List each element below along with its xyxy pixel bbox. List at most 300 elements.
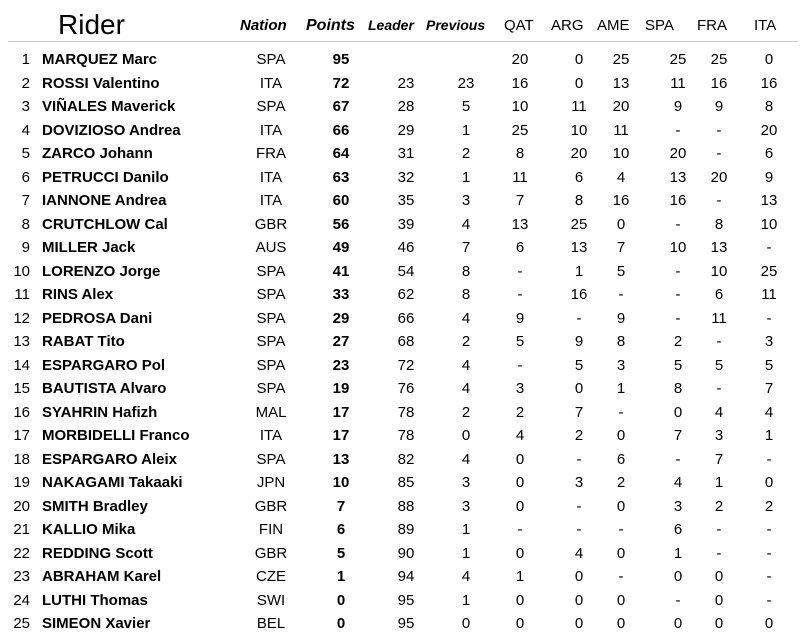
race-result-ame: 0 bbox=[616, 544, 626, 562]
race-result-qat: 5 bbox=[515, 333, 525, 350]
leader-gap-cell: 46 bbox=[397, 239, 415, 256]
race-result-ame: 1 bbox=[616, 380, 626, 397]
rider-name: LORENZO Jorge bbox=[42, 262, 161, 280]
points-cell: 19 bbox=[332, 380, 350, 397]
leader-gap-cell: 88 bbox=[397, 497, 415, 515]
table-row bbox=[0, 166, 800, 190]
leader-gap-cell: 76 bbox=[397, 380, 415, 397]
rider-name: ZARCO Johann bbox=[42, 145, 153, 162]
points-cell: 23 bbox=[332, 356, 350, 374]
race-result-spa: 16 bbox=[669, 192, 687, 209]
race-result-qat: 10 bbox=[511, 98, 529, 115]
race-result-ame: 0 bbox=[616, 427, 626, 444]
previous-gap-cell: 7 bbox=[461, 239, 471, 256]
rank-cell: 8 bbox=[21, 215, 30, 233]
race-result-ame: 0 bbox=[616, 591, 626, 609]
previous-gap-cell: 4 bbox=[461, 309, 471, 327]
race-header-ita: ITA bbox=[754, 17, 777, 34]
race-result-ame: - bbox=[618, 568, 624, 585]
points-cell: 13 bbox=[332, 450, 350, 468]
race-result-arg: 5 bbox=[574, 356, 584, 374]
table-row bbox=[0, 95, 800, 119]
race-header-spa: SPA bbox=[645, 17, 674, 34]
race-result-ita: 2 bbox=[764, 497, 774, 515]
nation-cell: ITA bbox=[259, 121, 283, 139]
rider-name: MILLER Jack bbox=[42, 239, 136, 256]
race-result-ame: 6 bbox=[616, 450, 626, 468]
race-result-ita: 9 bbox=[764, 168, 774, 186]
nation-header: Nation bbox=[240, 17, 287, 34]
leader-gap-cell: 90 bbox=[397, 544, 415, 562]
race-result-ame: 3 bbox=[616, 356, 626, 374]
race-result-fra: 0 bbox=[714, 591, 724, 609]
race-result-spa: 2 bbox=[673, 333, 683, 350]
points-cell: 66 bbox=[332, 121, 350, 139]
leader-gap-cell: 62 bbox=[397, 286, 415, 303]
rank-cell: 10 bbox=[13, 262, 30, 280]
race-result-fra: - bbox=[716, 521, 722, 538]
race-result-qat: 11 bbox=[512, 168, 528, 186]
nation-cell: FRA bbox=[256, 145, 286, 162]
rider-name: ESPARGARO Aleix bbox=[42, 450, 178, 468]
table-row bbox=[0, 401, 800, 425]
race-result-spa: 0 bbox=[673, 403, 683, 421]
race-result-spa: - bbox=[675, 286, 681, 303]
points-cell: 0 bbox=[336, 591, 346, 609]
rank-cell: 21 bbox=[13, 521, 30, 538]
race-result-spa: 0 bbox=[673, 568, 683, 585]
rider-name: RINS Alex bbox=[42, 286, 114, 303]
header-divider bbox=[8, 41, 798, 42]
race-header-fra: FRA bbox=[697, 17, 727, 34]
table-row bbox=[0, 142, 800, 166]
table-row bbox=[0, 612, 800, 636]
rank-cell: 13 bbox=[13, 333, 30, 350]
race-result-fra: 10 bbox=[710, 262, 728, 280]
table-row bbox=[0, 307, 800, 331]
points-cell: 6 bbox=[336, 521, 346, 538]
leader-gap-cell: 72 bbox=[397, 356, 415, 374]
race-result-qat: 0 bbox=[515, 474, 525, 491]
race-result-fra: 20 bbox=[710, 168, 728, 186]
race-result-spa: - bbox=[675, 450, 681, 468]
race-result-spa: 6 bbox=[673, 521, 683, 538]
points-cell: 29 bbox=[332, 309, 350, 327]
race-result-fra: 16 bbox=[710, 74, 728, 92]
table-row bbox=[0, 495, 800, 519]
race-result-fra: 8 bbox=[714, 215, 724, 233]
race-result-fra: 7 bbox=[714, 450, 724, 468]
race-result-spa: 3 bbox=[673, 497, 683, 515]
nation-cell: JPN bbox=[256, 474, 286, 491]
race-result-fra: 0 bbox=[714, 615, 724, 632]
race-result-spa: 0 bbox=[673, 615, 683, 632]
previous-gap-cell: 23 bbox=[457, 74, 475, 92]
race-result-arg: 1 bbox=[574, 262, 584, 280]
race-result-spa: 10 bbox=[669, 239, 687, 256]
table-row bbox=[0, 354, 800, 378]
race-result-ita: 10 bbox=[760, 215, 778, 233]
rank-cell: 12 bbox=[13, 309, 30, 327]
points-cell: 95 bbox=[332, 51, 350, 68]
race-result-ita: - bbox=[766, 239, 772, 256]
rider-name: KALLIO Mika bbox=[42, 521, 136, 538]
leader-gap-cell: 35 bbox=[397, 192, 415, 209]
points-cell: 7 bbox=[336, 497, 346, 515]
race-result-qat: - bbox=[517, 262, 523, 280]
previous-gap-cell: 1 bbox=[461, 591, 471, 609]
race-result-fra: - bbox=[716, 380, 722, 397]
points-cell: 64 bbox=[332, 145, 350, 162]
leader-gap-cell: 54 bbox=[397, 262, 415, 280]
race-result-fra: - bbox=[716, 333, 722, 350]
race-header-ame: AME bbox=[597, 17, 630, 34]
rank-cell: 17 bbox=[13, 427, 30, 444]
rider-name: IANNONE Andrea bbox=[42, 192, 167, 209]
race-result-spa: 13 bbox=[669, 168, 687, 186]
previous-gap-cell: 2 bbox=[461, 403, 471, 421]
leader-gap-cell: 66 bbox=[397, 309, 415, 327]
table-row bbox=[0, 119, 800, 143]
rider-name: CRUTCHLOW Cal bbox=[42, 215, 168, 233]
race-result-arg: 0 bbox=[574, 380, 584, 397]
race-result-arg: 4 bbox=[574, 544, 584, 562]
race-result-qat: - bbox=[517, 286, 523, 303]
nation-cell: SPA bbox=[256, 356, 286, 374]
race-result-spa: 4 bbox=[673, 474, 683, 491]
rider-name: MORBIDELLI Franco bbox=[42, 427, 190, 444]
race-result-arg: 6 bbox=[574, 168, 584, 186]
nation-cell: SWI bbox=[256, 591, 286, 609]
nation-cell: SPA bbox=[256, 333, 286, 350]
race-result-spa: - bbox=[675, 309, 681, 327]
table-row bbox=[0, 542, 800, 566]
rider-name: REDDING Scott bbox=[42, 544, 153, 562]
race-result-fra: 25 bbox=[710, 51, 728, 68]
race-result-qat: 0 bbox=[515, 591, 525, 609]
race-result-qat: 0 bbox=[515, 544, 525, 562]
race-result-qat: 3 bbox=[515, 380, 525, 397]
rider-name: BAUTISTA Alvaro bbox=[42, 380, 167, 397]
race-result-fra: - bbox=[716, 145, 722, 162]
rider-name: PETRUCCI Danilo bbox=[42, 168, 169, 186]
points-cell: 72 bbox=[332, 74, 350, 92]
race-result-ita: 5 bbox=[764, 356, 774, 374]
leader-gap-cell: 95 bbox=[397, 591, 415, 609]
race-result-fra: - bbox=[716, 192, 722, 209]
race-result-arg: 16 bbox=[570, 286, 588, 303]
race-result-arg: 0 bbox=[574, 74, 584, 92]
leader-gap-cell: 78 bbox=[397, 403, 415, 421]
race-result-ame: 13 bbox=[612, 74, 630, 92]
nation-cell: SPA bbox=[256, 98, 286, 115]
rider-name: ROSSI Valentino bbox=[42, 74, 160, 92]
rider-name: ABRAHAM Karel bbox=[42, 568, 162, 585]
race-result-arg: 7 bbox=[574, 403, 584, 421]
table-row bbox=[0, 213, 800, 237]
table-row bbox=[0, 189, 800, 213]
previous-gap-cell: 1 bbox=[461, 168, 471, 186]
race-result-arg: 2 bbox=[574, 427, 584, 444]
points-cell: 17 bbox=[332, 403, 350, 421]
race-result-fra: 13 bbox=[710, 239, 728, 256]
race-result-arg: - bbox=[576, 450, 582, 468]
race-result-qat: 8 bbox=[515, 145, 525, 162]
race-result-ita: 3 bbox=[764, 333, 774, 350]
previous-gap-cell: 1 bbox=[461, 121, 471, 139]
rank-cell: 3 bbox=[21, 98, 30, 115]
rank-cell: 5 bbox=[21, 145, 30, 162]
nation-cell: GBR bbox=[254, 215, 288, 233]
race-result-qat: 0 bbox=[515, 497, 525, 515]
previous-header: Previous bbox=[426, 17, 486, 33]
previous-gap-cell: 1 bbox=[461, 521, 471, 538]
leader-gap-cell: 28 bbox=[397, 98, 415, 115]
race-result-ita: - bbox=[766, 544, 772, 562]
race-result-ame: 4 bbox=[616, 168, 626, 186]
table-row bbox=[0, 471, 800, 495]
rider-name: ESPARGARO Pol bbox=[42, 356, 166, 374]
points-cell: 17 bbox=[332, 427, 350, 444]
nation-cell: SPA bbox=[256, 380, 286, 397]
standings-table bbox=[0, 48, 800, 636]
race-result-ita: 0 bbox=[764, 51, 774, 68]
previous-gap-cell: 5 bbox=[461, 98, 471, 115]
race-result-ame: - bbox=[618, 286, 624, 303]
points-cell: 56 bbox=[332, 215, 350, 233]
race-result-spa: 8 bbox=[673, 380, 683, 397]
nation-cell: GBR bbox=[254, 497, 288, 515]
nation-cell: MAL bbox=[255, 403, 287, 421]
rank-cell: 19 bbox=[13, 474, 30, 491]
race-result-qat: 25 bbox=[511, 121, 529, 139]
race-result-arg: 0 bbox=[574, 568, 584, 585]
nation-cell: CZE bbox=[256, 568, 286, 585]
nation-cell: FIN bbox=[258, 521, 284, 538]
race-result-arg: 0 bbox=[574, 615, 584, 632]
race-result-arg: 20 bbox=[570, 145, 588, 162]
previous-gap-cell: 2 bbox=[461, 145, 471, 162]
race-header-arg: ARG bbox=[551, 17, 584, 34]
race-result-arg: - bbox=[576, 521, 582, 538]
race-result-ita: 8 bbox=[764, 98, 774, 115]
race-result-fra: 11 bbox=[711, 309, 727, 327]
table-row bbox=[0, 72, 800, 96]
table-row bbox=[0, 518, 800, 542]
race-result-arg: 11 bbox=[571, 98, 587, 115]
race-result-fra: 5 bbox=[714, 356, 724, 374]
rank-cell: 16 bbox=[13, 403, 30, 421]
rank-cell: 25 bbox=[13, 615, 30, 632]
previous-gap-cell: 0 bbox=[461, 615, 471, 632]
race-result-spa: 25 bbox=[669, 51, 687, 68]
race-result-ita: 1 bbox=[764, 427, 774, 444]
race-result-fra: 1 bbox=[714, 474, 724, 491]
race-result-ita: - bbox=[766, 591, 772, 609]
nation-cell: AUS bbox=[255, 239, 287, 256]
points-cell: 49 bbox=[332, 239, 350, 256]
points-cell: 33 bbox=[332, 286, 350, 303]
race-result-arg: 13 bbox=[570, 239, 588, 256]
previous-gap-cell: 3 bbox=[461, 497, 471, 515]
race-result-spa: 7 bbox=[673, 427, 683, 444]
race-result-ame: 11 bbox=[613, 121, 629, 139]
table-header bbox=[0, 0, 800, 40]
rider-name: VIÑALES Maverick bbox=[42, 98, 176, 115]
race-result-spa: 5 bbox=[673, 356, 683, 374]
previous-gap-cell: 2 bbox=[461, 333, 471, 350]
race-result-ita: - bbox=[766, 450, 772, 468]
table-row bbox=[0, 283, 800, 307]
race-result-ame: 5 bbox=[616, 262, 626, 280]
leader-gap-cell: 95 bbox=[397, 615, 415, 632]
race-result-qat: 2 bbox=[515, 403, 525, 421]
nation-cell: ITA bbox=[259, 168, 283, 186]
leader-gap-cell: 82 bbox=[397, 450, 415, 468]
previous-gap-cell: 4 bbox=[461, 568, 471, 585]
leader-gap-cell: 31 bbox=[397, 145, 415, 162]
nation-cell: ITA bbox=[259, 74, 283, 92]
race-result-arg: 3 bbox=[574, 474, 584, 491]
rank-cell: 11 bbox=[14, 286, 30, 303]
race-result-ame: 20 bbox=[612, 98, 630, 115]
table-row bbox=[0, 565, 800, 589]
leader-header: Leader bbox=[368, 17, 414, 33]
rider-name: LUTHI Thomas bbox=[42, 591, 148, 609]
previous-gap-cell: 3 bbox=[461, 474, 471, 491]
rider-name: NAKAGAMI Takaaki bbox=[42, 474, 183, 491]
rider-header: Rider bbox=[58, 9, 125, 40]
race-result-qat: 7 bbox=[515, 192, 525, 209]
rank-cell: 14 bbox=[13, 356, 30, 374]
rank-cell: 4 bbox=[21, 121, 30, 139]
race-result-fra: 2 bbox=[714, 497, 724, 515]
race-result-arg: 9 bbox=[574, 333, 584, 350]
nation-cell: SPA bbox=[256, 309, 286, 327]
race-result-spa: 11 bbox=[670, 74, 686, 92]
race-result-ita: 11 bbox=[761, 286, 777, 303]
race-result-arg: 0 bbox=[574, 51, 584, 68]
rank-cell: 6 bbox=[21, 168, 30, 186]
rider-name: PEDROSA Dani bbox=[42, 309, 153, 327]
previous-gap-cell: 8 bbox=[461, 262, 471, 280]
race-result-ita: - bbox=[766, 521, 772, 538]
previous-gap-cell: 4 bbox=[461, 356, 471, 374]
nation-cell: ITA bbox=[259, 192, 283, 209]
points-cell: 63 bbox=[332, 168, 350, 186]
leader-gap-cell: 23 bbox=[397, 74, 415, 92]
previous-gap-cell: 4 bbox=[461, 450, 471, 468]
previous-gap-cell: 4 bbox=[461, 380, 471, 397]
nation-cell: BEL bbox=[256, 615, 286, 632]
race-result-ame: 16 bbox=[612, 192, 630, 209]
rank-cell: 1 bbox=[21, 51, 30, 68]
race-result-ame: 2 bbox=[616, 474, 626, 491]
rider-name: MARQUEZ Marc bbox=[42, 51, 158, 68]
previous-gap-cell: 0 bbox=[461, 427, 471, 444]
race-result-qat: 9 bbox=[515, 309, 525, 327]
previous-gap-cell: 8 bbox=[461, 286, 471, 303]
race-result-ita: 4 bbox=[764, 403, 774, 421]
rank-cell: 15 bbox=[13, 380, 30, 397]
points-header: Points bbox=[306, 17, 355, 34]
rider-name: SYAHRIN Hafizh bbox=[42, 403, 158, 421]
leader-gap-cell: 78 bbox=[397, 427, 415, 444]
race-result-arg: 10 bbox=[570, 121, 588, 139]
previous-gap-cell: 1 bbox=[461, 544, 471, 562]
table-row bbox=[0, 48, 800, 72]
points-cell: 67 bbox=[332, 98, 350, 115]
race-result-arg: - bbox=[576, 309, 582, 327]
race-result-ame: 7 bbox=[616, 239, 626, 256]
race-header-qat: QAT bbox=[504, 17, 534, 34]
race-result-qat: 0 bbox=[515, 615, 525, 632]
table-row bbox=[0, 260, 800, 284]
race-result-ita: 0 bbox=[764, 615, 774, 632]
race-result-fra: - bbox=[716, 544, 722, 562]
race-result-arg: 8 bbox=[574, 192, 584, 209]
race-result-ame: - bbox=[618, 403, 624, 421]
race-result-ame: 0 bbox=[616, 497, 626, 515]
previous-gap-cell: 3 bbox=[461, 192, 471, 209]
race-result-qat: 6 bbox=[515, 239, 525, 256]
rank-cell: 22 bbox=[13, 544, 30, 562]
race-result-spa: - bbox=[675, 121, 681, 139]
points-cell: 0 bbox=[336, 615, 346, 632]
race-result-ita: 16 bbox=[760, 74, 778, 92]
race-result-ita: 13 bbox=[760, 192, 778, 209]
race-result-ita: 6 bbox=[764, 145, 774, 162]
race-result-fra: 4 bbox=[714, 403, 724, 421]
table-row bbox=[0, 448, 800, 472]
leader-gap-cell: 32 bbox=[397, 168, 415, 186]
race-result-qat: 4 bbox=[515, 427, 525, 444]
points-cell: 1 bbox=[336, 568, 346, 585]
rank-cell: 9 bbox=[21, 239, 30, 256]
race-result-ame: 25 bbox=[612, 51, 630, 68]
table-row bbox=[0, 424, 800, 448]
rider-name: SMITH Bradley bbox=[42, 497, 148, 515]
race-result-ame: 8 bbox=[616, 333, 626, 350]
race-result-ame: 0 bbox=[616, 615, 626, 632]
points-cell: 60 bbox=[332, 192, 350, 209]
race-result-fra: - bbox=[716, 121, 722, 139]
race-result-spa: 1 bbox=[673, 544, 683, 562]
leader-gap-cell: 68 bbox=[397, 333, 415, 350]
rank-cell: 20 bbox=[13, 497, 30, 515]
nation-cell: SPA bbox=[256, 286, 286, 303]
rank-cell: 24 bbox=[13, 591, 30, 609]
points-cell: 41 bbox=[332, 262, 350, 280]
race-result-ame: 0 bbox=[616, 215, 626, 233]
nation-cell: SPA bbox=[256, 262, 286, 280]
race-result-ame: - bbox=[618, 521, 624, 538]
race-result-qat: 1 bbox=[515, 568, 525, 585]
race-result-ita: - bbox=[766, 309, 772, 327]
points-cell: 27 bbox=[332, 333, 350, 350]
race-result-arg: 0 bbox=[574, 591, 584, 609]
rank-cell: 2 bbox=[21, 74, 30, 92]
table-row bbox=[0, 330, 800, 354]
previous-gap-cell: 4 bbox=[461, 215, 471, 233]
table-row bbox=[0, 377, 800, 401]
race-result-ame: 10 bbox=[612, 145, 630, 162]
race-result-spa: - bbox=[675, 215, 681, 233]
rider-name: SIMEON Xavier bbox=[42, 615, 151, 632]
leader-gap-cell: 85 bbox=[397, 474, 415, 491]
race-result-ita: 7 bbox=[764, 380, 774, 397]
race-result-fra: 6 bbox=[714, 286, 724, 303]
